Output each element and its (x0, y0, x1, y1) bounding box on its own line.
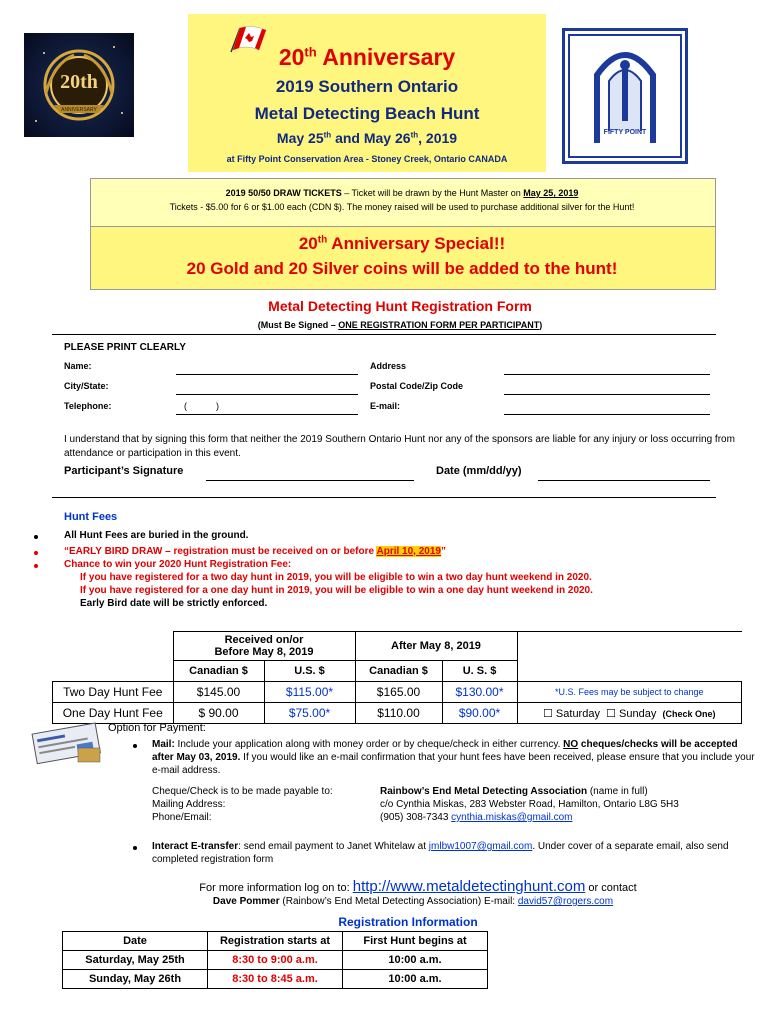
etransfer-text-b: . Under cover of a separate email, also send completed registration form (152, 841, 729, 865)
bullet-3-icon (34, 564, 38, 568)
payable-value (380, 786, 648, 797)
mail-paragraph (152, 738, 756, 777)
mailing-value: c/o Cynthia Miskas, 283 Webster Road, Hamilton, Ontario L8G 5H3 (380, 799, 679, 810)
fifty-point-logo-icon (565, 31, 685, 161)
date-a-sup: th (323, 130, 332, 140)
or-contact: or contact (585, 882, 637, 894)
early-bird-close: ” (440, 546, 446, 557)
one-day-us-before: $75.00* (264, 703, 355, 724)
cynthia-email-link[interactable]: cynthia.miskas@gmail.com (451, 812, 573, 823)
contact-line (0, 896, 770, 907)
mail-bullet-icon (133, 744, 137, 748)
reg-sat-date: Saturday, May 25th (63, 951, 208, 970)
form-top-rule (52, 334, 716, 335)
reg-sat-start: 8:30 to 9:00 a.m. (208, 951, 343, 970)
day-choice (517, 703, 742, 724)
title-number: 20 (278, 44, 305, 70)
one-day-label: One Day Hunt Fee (53, 703, 174, 724)
two-day-cad-before: $145.00 (173, 682, 264, 703)
form-bottom-rule (52, 497, 716, 498)
reg-sun-date: Sunday, May 26th (63, 970, 208, 989)
address-field[interactable] (504, 374, 710, 375)
form-sub-c: ) (539, 320, 543, 330)
bullet-2-icon (34, 551, 38, 555)
payable-label: Cheque/Check is to be made payable to: (152, 786, 333, 797)
tel-paren-close: ) (216, 401, 219, 411)
one-day-row (53, 703, 742, 724)
more-info-line (0, 878, 770, 895)
etransfer-bullet-icon (133, 846, 137, 850)
event-location: at Fifty Point Conservation Area - Stoney Creek, Ontario CANADA (226, 154, 508, 164)
date-a: May 25 (276, 130, 324, 146)
after-header: After May 8, 2019 (355, 632, 517, 661)
phone-label: Phone/Email: (152, 812, 212, 823)
no-word: NO (563, 739, 579, 750)
special-coins: 20 Gold and 20 Silver coins will be added to the hunt! (186, 259, 618, 278)
etransfer-text-a: : send email payment to Janet Whitelaw at (238, 841, 429, 852)
form-title: Metal Detecting Hunt Registration Form (268, 298, 532, 314)
before-header-1: Received on/or (224, 634, 304, 646)
one-day-cad-before: $ 90.00 (173, 703, 264, 724)
phone-number: (905) 308-7343 (380, 812, 452, 823)
date-b: and May 26 (331, 130, 411, 146)
registration-info-title: Registration Information (338, 915, 478, 929)
draw-line1 (90, 188, 714, 198)
special-sup: th (317, 234, 328, 246)
badge-subtext: ANNIVERSARY (61, 107, 97, 113)
registration-table (62, 931, 488, 989)
special-title (90, 234, 714, 254)
email-field[interactable] (504, 414, 710, 415)
us-after-header: U. S. $ (442, 661, 517, 682)
reg-sat-first: 10:00 a.m. (343, 951, 488, 970)
fees-bullet-3: Chance to win your 2020 Hunt Registration Fee: (64, 559, 292, 570)
reg-header-date: Date (63, 932, 208, 951)
fees-bullet-1: All Hunt Fees are buried in the ground. (64, 530, 249, 541)
sunday-checkbox[interactable]: ☐ Sunday (606, 707, 657, 720)
special-num: 20 (298, 234, 318, 253)
event-dates (188, 130, 546, 146)
mail-deadline: will be accepted after May 03, 2019. (152, 739, 738, 763)
etransfer-label: Interact E-transfer (152, 841, 239, 852)
page-title (188, 44, 546, 71)
date-field[interactable] (538, 480, 710, 481)
one-day-us-after: $90.00* (442, 703, 517, 724)
fees-bullet-2 (64, 546, 446, 557)
fees-bullet-3-line3: Early Bird date will be strictly enforced. (80, 598, 268, 609)
print-clearly: PLEASE PRINT CLEARLY (64, 342, 186, 353)
one-day-cad-after: $110.00 (355, 703, 442, 724)
disclaimer: I understand that by signing this form that neither the 2019 Southern Ontario Hunt nor any of the sponsors are liable for any injury or loss occurring from attendance or participation in this event. (64, 434, 735, 459)
postal-label: Postal Code/Zip Code (370, 381, 464, 391)
registration-row (63, 970, 488, 989)
two-day-row (53, 682, 742, 703)
registration-header-row (63, 932, 488, 951)
draw-text: – Ticket will be drawn by the Hunt Master on (341, 188, 524, 198)
email-label: E-mail: (370, 401, 401, 411)
form-subtitle (0, 320, 770, 330)
draw-date: May 25, 2019 (523, 188, 579, 198)
early-bird-date: April 10, 2019 (376, 546, 441, 557)
fees-bullet-3-line1: If you have registered for a two day hunt in 2019, you will be eligible to win a two day hunt weekend in 2020. (80, 572, 592, 583)
special-title-rest: Anniversary Special!! (327, 234, 506, 253)
two-day-us-after: $130.00* (442, 682, 517, 703)
event-title: Metal Detecting Beach Hunt (254, 104, 480, 123)
dave-email-link[interactable]: david57@rogers.com (517, 896, 614, 907)
hunt-fees-heading: Hunt Fees (64, 511, 118, 523)
title-sup: th (304, 44, 317, 60)
two-day-label: Two Day Hunt Fee (53, 682, 174, 703)
form-sub-b: ONE REGISTRATION FORM PER PARTICIPANT (338, 320, 540, 330)
no-cheques-tail: cheques/checks (578, 739, 659, 750)
draw-line2: Tickets - $5.00 for 6 or $1.00 each (CDN $). The money raised will be used to purchase additional silver for the Hunt! (169, 202, 635, 212)
draw-label: 2019 50/50 DRAW TICKETS (225, 188, 342, 198)
reg-header-first: First Hunt begins at (343, 932, 488, 951)
contact-name: Dave Pommer (212, 896, 280, 907)
payable-name: Rainbow’s End Metal Detecting Association (380, 786, 588, 797)
reg-sun-first: 10:00 a.m. (343, 970, 488, 989)
date-c: , 2019 (418, 130, 458, 146)
signature-field[interactable] (206, 480, 414, 481)
signature-label: Participant’s Signature (64, 465, 184, 477)
mail-text: Include your application along with money order or by cheque/check in either currency. (174, 739, 564, 750)
reg-header-start: Registration starts at (208, 932, 343, 951)
name-label: Name: (64, 361, 92, 371)
website-link[interactable]: http://www.metaldetectinghunt.com (352, 878, 586, 895)
us-header: U.S. $ (264, 661, 355, 682)
two-day-us-before: $115.00* (264, 682, 355, 703)
payable-note: (name in full) (587, 786, 648, 797)
contact-org: (Rainbow’s End Metal Detecting Association) E-mail: (279, 896, 518, 907)
log-on-text: For more information log on to: (199, 882, 353, 894)
registration-row (63, 951, 488, 970)
tel-paren-open: ( (184, 401, 187, 411)
bullet-1-icon (34, 535, 38, 539)
title-rest: Anniversary (316, 44, 456, 70)
janet-email-link[interactable]: jmlbw1007@gmail.com (428, 841, 533, 852)
city-field[interactable] (176, 394, 358, 395)
fifty-point-logo-text: FIFTY POINT (603, 129, 647, 136)
check-one-note: (Check One) (662, 708, 716, 719)
postal-field[interactable] (504, 394, 710, 395)
mail-label: Mail: (152, 739, 175, 750)
reg-sun-start: 8:30 to 8:45 a.m. (208, 970, 343, 989)
two-day-cad-after: $165.00 (355, 682, 442, 703)
etransfer-paragraph (152, 840, 756, 866)
fees-bullet-3-line2: If you have registered for a one day hunt in 2019, you will be eligible to win a one day hunt weekend in 2020. (80, 585, 593, 596)
badge-number: 20th (60, 71, 98, 93)
telephone-label: Telephone: (64, 401, 112, 411)
event-subtitle: 2019 Southern Ontario (275, 77, 459, 96)
payment-option-label: Option for Payment: (108, 722, 206, 734)
address-label: Address (370, 361, 407, 371)
form-sub-a: (Must Be Signed – (257, 320, 339, 330)
date-label: Date (mm/dd/yy) (436, 465, 522, 477)
cad-after-header: Canadian $ (355, 661, 442, 682)
early-bird-text: “EARLY BIRD DRAW – registration must be received on or before (64, 546, 377, 557)
phone-value (380, 812, 572, 823)
fees-table (52, 631, 742, 724)
fifty-point-logo (562, 28, 688, 164)
mail-rest: If you would like an e-mail confirmation that your hunt fees have been received, please ensure that you include your e-mail address. (152, 752, 755, 776)
saturday-checkbox[interactable]: ☐ Saturday (543, 707, 600, 720)
before-header-2: Before May 8, 2019 (214, 646, 314, 658)
name-field[interactable] (176, 374, 358, 375)
city-label: City/State: (64, 381, 109, 391)
date-b-sup: th (410, 130, 419, 140)
telephone-field[interactable] (176, 414, 358, 415)
cad-header: Canadian $ (173, 661, 264, 682)
mailing-label: Mailing Address: (152, 799, 226, 810)
anniversary-badge-image (24, 33, 134, 137)
cheque-icon (28, 718, 108, 766)
us-fee-note: *U.S. Fees may be subject to change (517, 682, 742, 703)
